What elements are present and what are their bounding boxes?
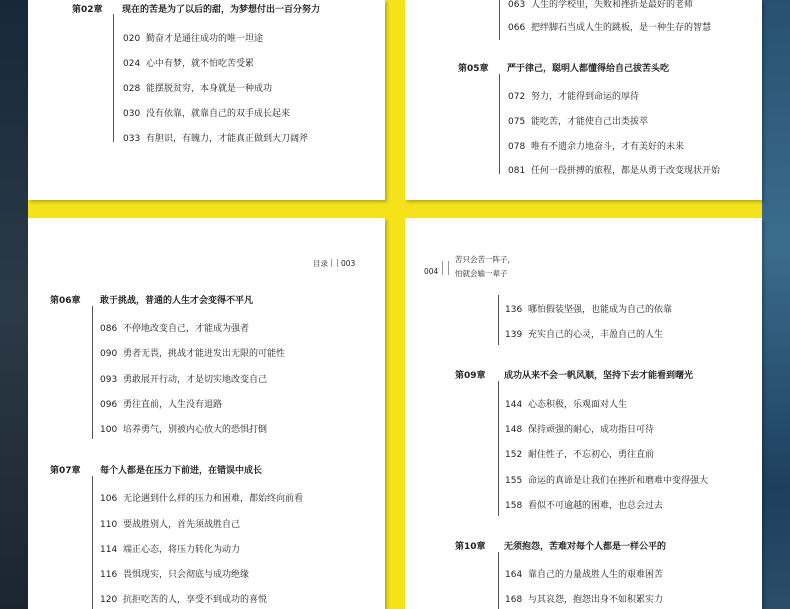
divider-bars-icon [331,259,338,267]
toc-page-4 [405,218,762,609]
chapter-number: 第10章 [455,542,486,552]
toc-entry[interactable]: 090 勇者无畏，挑战才能迸发出无限的可能性 [100,349,286,359]
toc-page-2 [405,0,762,200]
chapter-number: 第09章 [455,371,486,381]
toc-entry[interactable]: 148 保持顽强的耐心，成功指日可待 [505,425,655,435]
toc-entry[interactable]: 152 耐住性子，不忘初心，勇往直前 [505,450,655,460]
toc-entry[interactable]: 075 能吃苦，才能使自己出类拔萃 [508,117,649,127]
chapter-number: 第06章 [50,296,81,306]
toc-entry[interactable]: 078 唯有不遗余力地奋斗，才有美好的未来 [508,142,685,152]
toc-entry[interactable]: 100 培养勇气，别被内心放大的恐惧打倒 [100,425,268,435]
header-quote-line-2: 怕就会输一辈子 [455,269,508,278]
toc-entry[interactable]: 155 命运的真谛是让我们在挫折和磨难中变得强大 [505,476,709,486]
toc-entry[interactable]: 030 没有依靠，就靠自己的双手成长起来 [123,109,291,119]
toc-entry[interactable]: 020 勤奋才是通往成功的唯一坦途 [123,34,264,44]
chapter-rule [499,0,500,40]
toc-page-1 [28,0,385,200]
chapter-title: 无须抱怨，苦难对每个人都是一样公平的 [504,542,667,552]
toc-entry[interactable]: 110 要战胜别人，首先须战胜自己 [100,520,241,530]
toc-entry[interactable]: 096 勇往直前，人生没有退路 [100,400,223,410]
chapter-title: 每个人都是在压力下前进，在错误中成长 [100,466,263,476]
page-number: 004 [424,267,439,276]
toc-entry[interactable]: 093 勇敢展开行动，才是切实地改变自己 [100,375,268,385]
chapter-title: 敢于挑战，普通的人生才会变得不平凡 [100,296,254,306]
toc-entry[interactable]: 072 努力，才能得到命运的厚待 [508,92,640,102]
chapter-rule [113,14,114,142]
toc-entry[interactable]: 028 能摆脱贫穷，本身就是一种成功 [123,84,273,94]
toc-entry[interactable]: 033 有胆识，有魄力，才能真正做到大刀阔斧 [123,134,309,144]
chapter-number: 第05章 [458,64,489,74]
toc-entry[interactable]: 066 把绊脚石当成人生的跳板，是一种生存的智慧 [508,23,712,33]
toc-entry[interactable]: 164 靠自己的力量战胜人生的艰难困苦 [505,570,664,580]
chapter-rule [498,552,499,609]
divider-bars-icon [442,261,449,275]
chapter-title: 现在的苦是为了以后的甜，为梦想付出一百分努力 [122,5,321,15]
chapter-rule [498,295,499,345]
chapter-number: 第07章 [50,466,81,476]
chapter-rule [499,74,500,174]
toc-page-3 [28,218,385,609]
chapter-title: 成功从来不会一帆风顺，坚持下去才能看到曙光 [504,371,694,381]
toc-entry[interactable]: 144 心态积极，乐观面对人生 [505,400,628,410]
chapter-rule [92,306,93,439]
toc-entry[interactable]: 114 端正心态，将压力转化为动力 [100,545,241,555]
toc-entry[interactable]: 136 哪怕假装坚强，也能成为自己的依靠 [505,305,673,315]
toc-entry[interactable]: 024 心中有梦，就不怕吃苦受累 [123,59,255,69]
toc-entry[interactable]: 139 充实自己的心灵，丰盈自己的人生 [505,330,664,340]
chapter-rule [498,381,499,516]
toc-entry[interactable]: 120 抗拒吃苦的人，享受不到成功的喜悦 [100,595,268,605]
vertical-divider [385,0,405,609]
chapter-title: 严于律己，聪明人都懂得给自己拔苦头吃 [507,64,670,74]
header-quote-line-1: 苦只会苦一阵子， [455,255,515,264]
toc-entry[interactable]: 168 与其哀怨，抱怨出身不如积累实力 [505,595,664,605]
toc-entry[interactable]: 106 无论遇到什么样的压力和困难，都始终向前看 [100,494,304,504]
chapter-rule [92,476,93,609]
toc-entry[interactable]: 063 人生的学校里，失败和挫折是最好的老师 [508,0,694,10]
left-background [0,0,28,609]
chapter-number: 第02章 [72,5,103,15]
page-header: 目录 003 [313,259,356,268]
toc-entry[interactable]: 158 看似不可逾越的困难，也总会过去 [505,501,664,511]
toc-entry[interactable]: 116 畏惧现实，只会彻底与成功绝缘 [100,570,250,580]
toc-entry[interactable]: 086 不停地改变自己，才能成为强者 [100,324,250,334]
toc-entry[interactable]: 081 任何一段拼搏的旅程，都是从勇于改变现状开始 [508,166,721,176]
